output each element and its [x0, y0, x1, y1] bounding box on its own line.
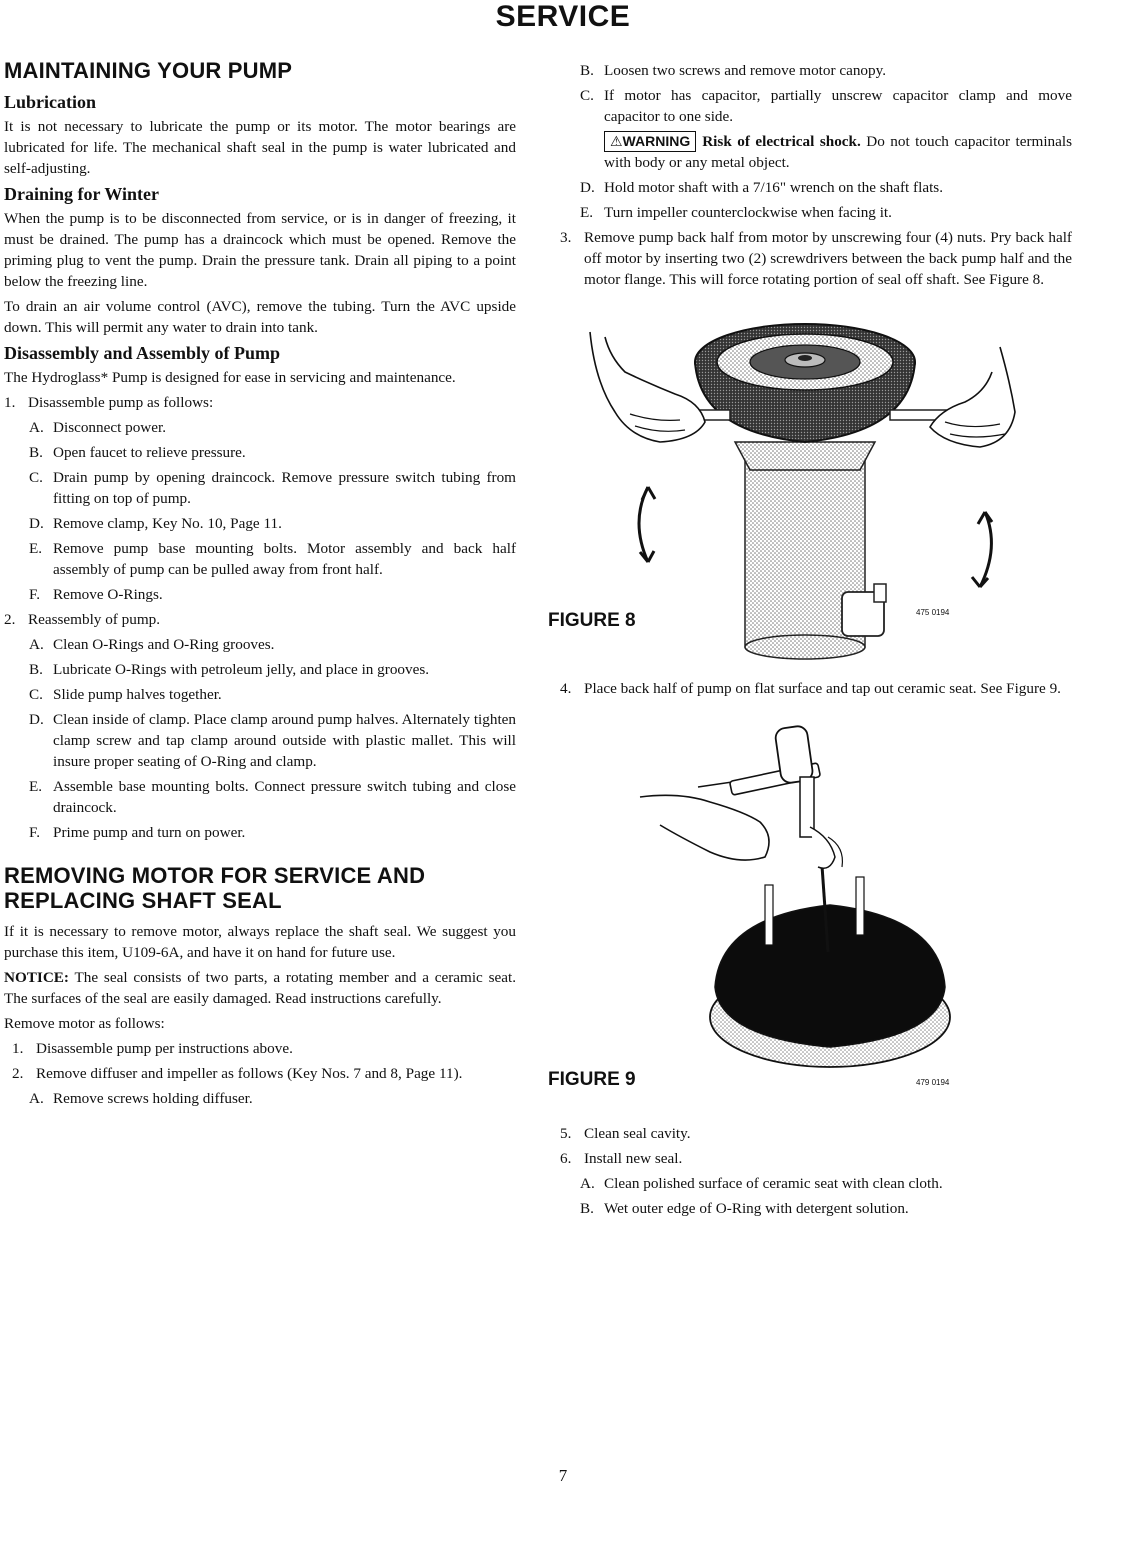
- right-column: [548, 60, 1072, 1223]
- list-item: C. If motor has capacitor, partially unscrew capacitor clamp and move capacitor to one side.: [580, 87, 1072, 125]
- figure-8-label: FIGURE 8: [548, 610, 636, 631]
- figure-9-label: FIGURE 9: [548, 1069, 636, 1090]
- list-item: 2. Reassembly of pump.: [4, 611, 161, 628]
- list-item: 2. Remove diffuser and impeller as follows (Key Nos. 7 and 8, Page 11).: [12, 1065, 463, 1082]
- list-item: A. Clean O-Rings and O-Ring grooves.: [29, 636, 275, 653]
- list-item: 5. Clean seal cavity.: [560, 1125, 691, 1142]
- list-item: E. Assemble base mounting bolts. Connect pressure switch tubing and close draincock.: [29, 778, 516, 816]
- list-item: C. Drain pump by opening draincock. Remove pressure switch tubing from fitting on top of pump.: [29, 469, 516, 507]
- paragraph-remove-as: Remove motor as follows:: [4, 1015, 165, 1032]
- list-item: B. Wet outer edge of O-Ring with detergent solution.: [580, 1200, 909, 1217]
- list-item: F. Remove O-Rings.: [29, 586, 163, 603]
- warning-badge: ⚠WARNING: [604, 131, 696, 152]
- paragraph-lubrication: It is not necessary to lubricate the pump or its motor. The motor bearings are lubricated for life. The mechanical shaft seal in the pump is water lubricated and self-adjusting.: [4, 118, 516, 177]
- page-title: SERVICE: [495, 0, 631, 33]
- heading-removing-motor: REMOVING MOTOR FOR SERVICE AND REPLACING SHAFT SEAL: [4, 863, 426, 913]
- notice-label: NOTICE:: [4, 969, 69, 986]
- list-item: E. Remove pump base mounting bolts. Motor assembly and back half assembly of pump can be pulled away from front half.: [29, 540, 516, 578]
- heading-disassembly: Disassembly and Assembly of Pump: [4, 343, 281, 363]
- list-item: A. Disconnect power.: [29, 419, 167, 436]
- paragraph-draining-avc: To drain an air volume control (AVC), remove the tubing. Turn the AVC upside down. This will permit any water to drain into tank.: [4, 298, 516, 336]
- list-item: D. Remove clamp, Key No. 10, Page 11.: [29, 515, 282, 532]
- list-item: 4. Place back half of pump on flat surface and tap out ceramic seat. See Figure 9.: [560, 680, 1061, 697]
- list-item: B. Lubricate O-Rings with petroleum jelly, and place in grooves.: [29, 661, 430, 678]
- warning-bold: Risk of electrical shock.: [702, 133, 861, 150]
- step1-sublist: [4, 417, 516, 605]
- list-item: D. Hold motor shaft with a 7/16" wrench on the shaft flats.: [580, 179, 943, 196]
- paragraph-draining: When the pump is to be disconnected from service, or is in danger of freezing, it must be drained. The pump has a draincock which must be opened. Remove the priming plug to vent the pump. Drain the pressure tank. Drain all piping to a point below the freezing line.: [4, 210, 516, 290]
- figure-9-illustration: [560, 717, 1072, 1117]
- heading-maintaining: MAINTAINING YOUR PUMP: [4, 58, 293, 83]
- notice-text: The seal consists of two parts, a rotating member and a ceramic seat. The surfaces of the seal are easily damaged. Read instructions carefully.: [4, 969, 516, 1007]
- step2-sublist: [4, 634, 516, 843]
- warning-note: [580, 131, 1072, 173]
- remove-motor-list: [4, 1038, 516, 1109]
- warning-text: Do not touch capacitor terminals with body or any metal object.: [604, 133, 1072, 171]
- list-item: 6. Install new seal.: [560, 1150, 683, 1167]
- list-item: 1. Disassemble pump per instructions above.: [12, 1040, 293, 1057]
- figure-8: [548, 302, 1072, 672]
- figure-9: [548, 717, 1072, 1117]
- paragraph-removing: If it is necessary to remove motor, always replace the shaft seal. We suggest you purchase this item, U109-6A, and have it on hand for future use.: [4, 923, 516, 961]
- left-column: [4, 58, 516, 1113]
- list-item: D. Clean inside of clamp. Place clamp around pump halves. Alternately tighten clamp screw and tap clamp around outside with plastic mallet. This will insure proper seating of O-Ring and clamp.: [29, 711, 516, 770]
- list-item: B. Open faucet to relieve pressure.: [29, 444, 246, 461]
- list-item: 3. Remove pump back half from motor by unscrewing four (4) nuts. Pry back half off motor by inserting two (2) screwdrivers between the back pump half and the motor flange. This will force rotating portion of seal off shaft. See Figure 8.: [560, 229, 1072, 288]
- figure-8-code: 475 0194: [916, 608, 950, 617]
- list-item: E. Turn impeller counterclockwise when facing it.: [580, 204, 892, 221]
- list-item: A. Remove screws holding diffuser.: [29, 1090, 253, 1107]
- paragraph-disassembly: The Hydroglass* Pump is designed for ease in servicing and maintenance.: [4, 369, 456, 386]
- figure-8-illustration: [560, 302, 1072, 672]
- paragraph-notice: [4, 967, 516, 1009]
- list-item: C. Slide pump halves together.: [29, 686, 222, 703]
- list-item: 1. Disassemble pump as follows:: [4, 394, 214, 411]
- list-item: B. Loosen two screws and remove motor canopy.: [580, 62, 887, 79]
- heading-lubrication: Lubrication: [4, 92, 97, 112]
- figure-9-code: 479 0194: [916, 1078, 950, 1087]
- page-number: 7: [558, 1466, 568, 1485]
- list-item: F. Prime pump and turn on power.: [29, 824, 246, 841]
- list-item: A. Clean polished surface of ceramic seat with clean cloth.: [580, 1175, 943, 1192]
- heading-draining: Draining for Winter: [4, 184, 160, 204]
